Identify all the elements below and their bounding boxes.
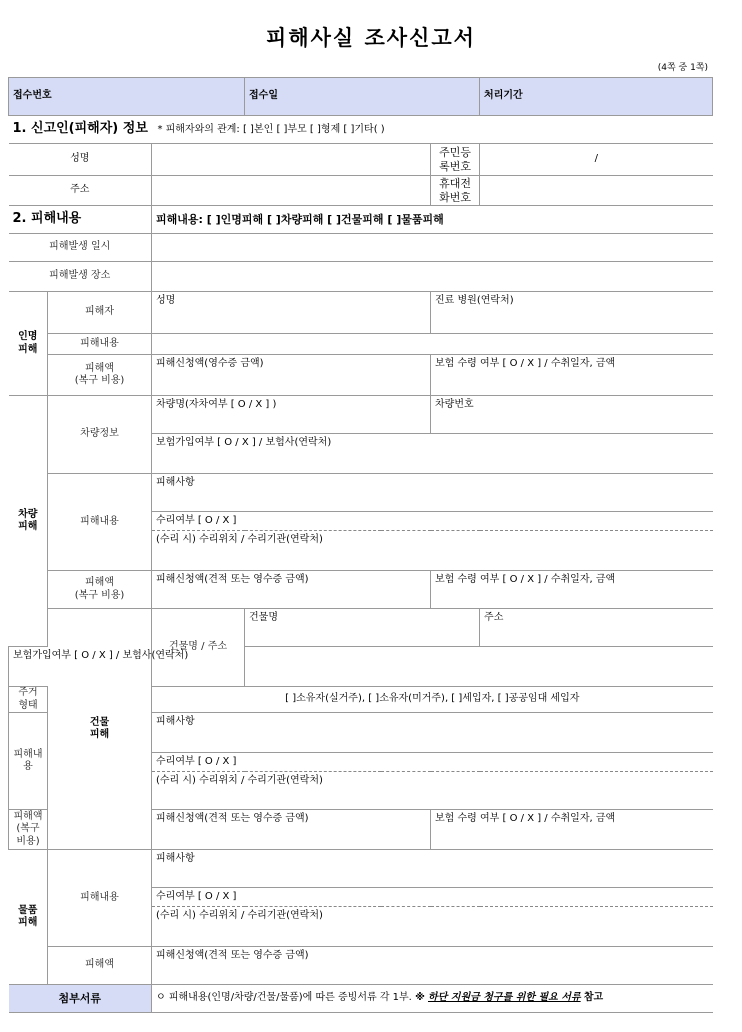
- vehicle-insurance-field[interactable]: 보험 수령 여부 [ O / X ] / 수취일자, 금액: [431, 571, 713, 609]
- attachments-label: 첨부서류: [9, 985, 152, 1013]
- vehicle-amount-label: 피해액 (복구 비용): [48, 571, 152, 609]
- page-note: (4쪽 중 1쪽): [657, 63, 708, 73]
- resident-no-label: 주민등록번호: [431, 144, 480, 176]
- attachments-text: ㅇ 피해내용(인명/차량/건물/물품)에 따른 증빙서류 각 1부.: [156, 992, 412, 1004]
- goods-group-label: 물품 피해: [9, 850, 48, 985]
- mobile-label: 휴대전화번호: [431, 176, 480, 206]
- building-items-field[interactable]: 피해사항: [152, 713, 713, 753]
- person-claim-field[interactable]: 피해신청액(영수증 금액): [152, 355, 431, 396]
- name-label: 성명: [9, 144, 152, 176]
- receipt-no-field[interactable]: 접수번호: [9, 78, 245, 116]
- goods-repair-loc-field[interactable]: (수리 시) 수리위치 / 수리기관(연락처): [152, 907, 713, 947]
- resident-no-separator: /: [594, 153, 598, 165]
- attachments-tail: 참고: [583, 992, 604, 1004]
- goods-repair-field[interactable]: 수리여부 [ O / X ]: [152, 888, 713, 907]
- building-name-addr-label: 건물명 / 주소: [152, 609, 245, 687]
- section2-header: [9, 206, 152, 234]
- relation-checkboxes[interactable]: * 피해자와의 관계: [ ]본인 [ ]부모 [ ]형제 [ ]기타( ): [157, 124, 385, 136]
- receipt-date-field[interactable]: 접수일: [245, 78, 480, 116]
- building-group-label: 건물 피해: [48, 609, 152, 850]
- vehicle-info-label: 차량정보: [48, 396, 152, 474]
- person-damage-input[interactable]: [152, 334, 713, 355]
- name-input[interactable]: [152, 144, 431, 176]
- place-input[interactable]: [152, 262, 713, 292]
- victim-label: 피해자: [48, 292, 152, 334]
- attachments-info: [152, 985, 713, 1013]
- car-no-field[interactable]: 차량번호: [431, 396, 713, 434]
- building-claim-field[interactable]: 피해신청액(견적 또는 영수증 금액): [152, 810, 431, 850]
- building-insured-field[interactable]: 보험가입여부 [ O / X ] / 보험사(연락처): [9, 647, 431, 687]
- attachments-mark: ※: [415, 992, 425, 1004]
- mobile-input[interactable]: [480, 176, 713, 206]
- vehicle-items-field[interactable]: 피해사항: [152, 474, 713, 512]
- vehicle-repair-loc-field[interactable]: (수리 시) 수리위치 / 수리기관(연락처): [152, 531, 713, 571]
- report-form: [8, 77, 713, 1013]
- vehicle-damage-label: 피해내용: [48, 474, 152, 571]
- car-name-field[interactable]: 차량명(자차여부 [ O / X ] ): [152, 396, 431, 434]
- vehicle-claim-field[interactable]: 피해신청액(견적 또는 영수증 금액): [152, 571, 431, 609]
- goods-amount-label: 피해액: [48, 947, 152, 985]
- person-amount-label: 피해액 (복구 비용): [48, 355, 152, 396]
- vehicle-insured-field[interactable]: 보험가입여부 [ O / X ] / 보험사(연락처): [152, 434, 713, 474]
- building-repair-loc-field[interactable]: (수리 시) 수리위치 / 수리기관(연락처): [152, 772, 713, 810]
- vehicle-group-label: 차량 피해: [9, 396, 48, 647]
- building-amount-label: 피해액 (복구 비용): [9, 810, 48, 850]
- building-damage-label: 피해내용: [9, 713, 48, 810]
- goods-items-field[interactable]: 피해사항: [152, 850, 713, 888]
- form-title: 피해사실 조사신고서: [266, 26, 476, 50]
- person-insurance-field[interactable]: 보험 수령 여부 [ O / X ] / 수취일자, 금액: [431, 355, 713, 396]
- section1-header: [9, 116, 713, 144]
- datetime-label: 피해발생 일시: [9, 234, 152, 262]
- section1-title: 1. 신고인(피해자) 정보: [12, 121, 148, 137]
- damage-type-checkboxes[interactable]: 피해내용: [ ]인명피해 [ ]차량피해 [ ]건물피해 [ ]물품피해: [152, 206, 713, 234]
- victim-name-field[interactable]: 성명: [152, 292, 431, 334]
- building-insurance-field[interactable]: 보험 수령 여부 [ O / X ] / 수취일자, 금액: [431, 810, 713, 850]
- hospital-field[interactable]: 진료 병원(연락처): [431, 292, 713, 334]
- datetime-input[interactable]: [152, 234, 713, 262]
- address-label: 주소: [9, 176, 152, 206]
- building-name-field[interactable]: 건물명: [245, 609, 480, 647]
- place-label: 피해발생 장소: [9, 262, 152, 292]
- address-input[interactable]: [152, 176, 431, 206]
- goods-damage-label: 피해내용: [48, 850, 152, 947]
- person-damage-label: 피해내용: [48, 334, 152, 355]
- person-group-label: 인명 피해: [9, 292, 48, 396]
- processing-period-field[interactable]: 처리기간: [480, 78, 713, 116]
- resident-no-input[interactable]: [480, 144, 713, 176]
- goods-claim-field[interactable]: 피해신청액(견적 또는 영수증 금액): [152, 947, 713, 985]
- building-addr-field[interactable]: 주소: [480, 609, 713, 647]
- vehicle-repair-field[interactable]: 수리여부 [ O / X ]: [152, 512, 713, 531]
- section2-title: 2. 피해내용: [12, 211, 82, 227]
- residence-checkboxes[interactable]: [ ]소유자(실거주), [ ]소유자(미거주), [ ]세입자, [ ]공공임대 세입자: [152, 687, 713, 713]
- building-repair-field[interactable]: 수리여부 [ O / X ]: [152, 753, 713, 772]
- attachments-note: 하단 지원금 청구를 위한 필요 서류: [427, 992, 581, 1004]
- residence-label: 주거 형태: [9, 687, 48, 713]
